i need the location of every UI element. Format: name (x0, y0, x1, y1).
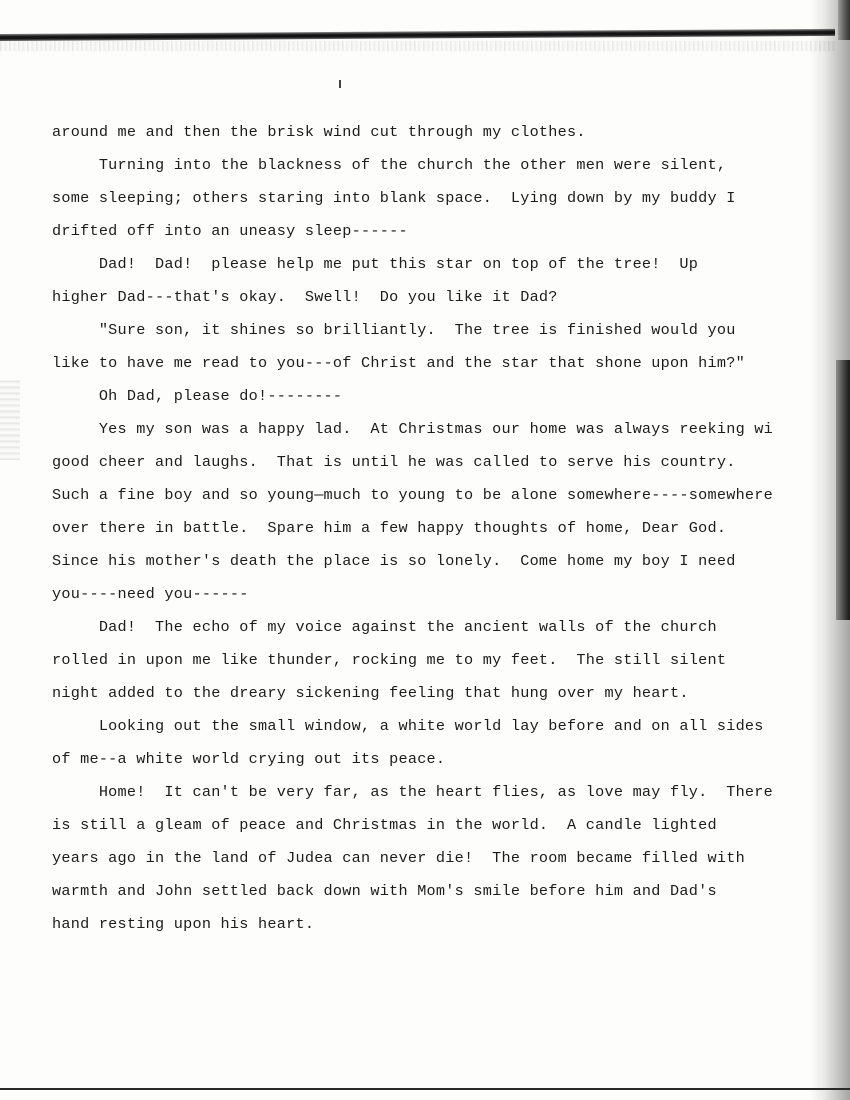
text-line: good cheer and laughs. That is until he was called to serve his country. (52, 453, 736, 471)
text-line: over there in battle. Spare him a few happy thoughts of home, Dear God. (52, 519, 727, 537)
text-line: like to have me read to you---of Christ and the star that shone upon him?" (52, 354, 745, 372)
text-line: of me--a white world crying out its peace. (52, 750, 446, 768)
text-line: higher Dad---that's okay. Swell! Do you like it Dad? (52, 288, 558, 306)
stray-mark (339, 80, 341, 88)
text-line: Dad! The echo of my voice against the ancient walls of the church (52, 618, 717, 636)
text-line: years ago in the land of Judea can never die! The room became filled with (52, 849, 745, 867)
text-line: is still a gleam of peace and Christmas in the world. A candle lighted (52, 816, 717, 834)
text-line: night added to the dreary sickening feeling that hung over my heart. (52, 684, 689, 702)
text-line: warmth and John settled back down with Mom's smile before him and Dad's (52, 882, 717, 900)
story-text (52, 118, 842, 943)
right-scan-corner (838, 0, 850, 40)
text-line: Home! It can't be very far, as the heart flies, as love may fly. There (52, 783, 774, 801)
text-line: hand resting upon his heart. (52, 915, 315, 933)
text-line: you----need you------ (52, 585, 249, 603)
text-line: Looking out the small window, a white world lay before and on all sides (52, 717, 764, 735)
top-scan-border (0, 29, 835, 41)
text-line: Oh Dad, please do!-------- (52, 387, 343, 405)
text-line: Yes my son was a happy lad. At Christmas our home was always reeking wi (52, 420, 774, 438)
text-line: Such a fine boy and so young—much to young to be alone somewhere----somewhere (52, 486, 774, 504)
text-line: Since his mother's death the place is so lonely. Come home my boy I need (52, 552, 736, 570)
text-line: rolled in upon me like thunder, rocking me to my feet. The still silent (52, 651, 727, 669)
left-scan-speckle (0, 380, 20, 460)
text-line: Turning into the blackness of the church the other men were silent, (52, 156, 727, 174)
text-line: Dad! Dad! please help me put this star on top of the tree! Up (52, 255, 699, 273)
text-line: around me and then the brisk wind cut through my clothes. (52, 123, 586, 141)
text-line: drifted off into an uneasy sleep------ (52, 222, 408, 240)
bottom-scan-border (0, 1088, 850, 1090)
text-line: "Sure son, it shines so brilliantly. The tree is finished would you (52, 321, 736, 339)
text-line: some sleeping; others staring into blank space. Lying down by my buddy I (52, 189, 736, 207)
top-scan-speckle (0, 41, 835, 51)
